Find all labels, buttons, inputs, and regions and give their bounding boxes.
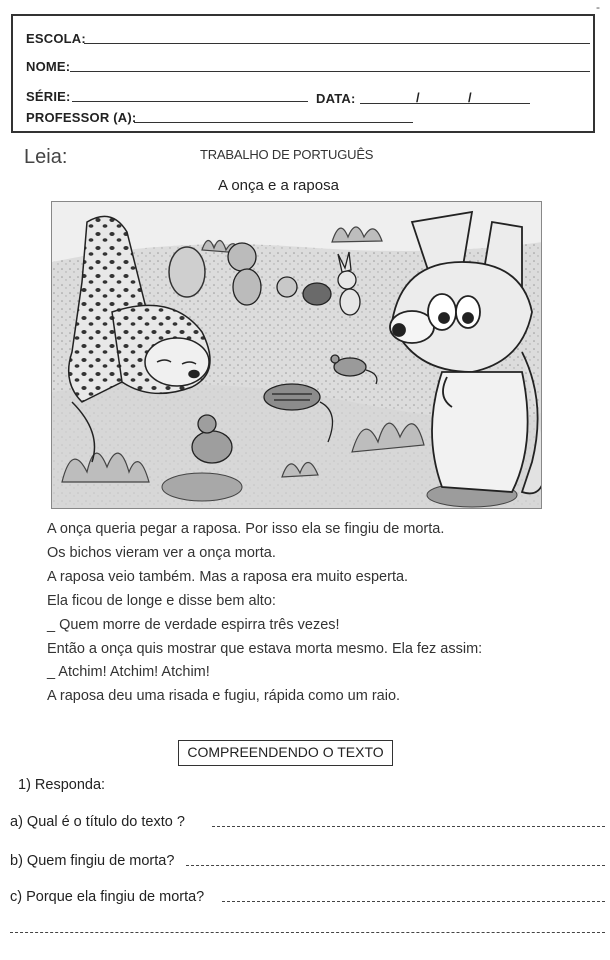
corner-mark: - bbox=[596, 0, 600, 14]
nome-label: NOME: bbox=[26, 59, 71, 74]
document-heading: TRABALHO DE PORTUGUÊS bbox=[200, 147, 374, 162]
professor-label: PROFESSOR (A): bbox=[26, 110, 137, 125]
answer-line-b[interactable] bbox=[186, 865, 605, 866]
story-text bbox=[47, 518, 567, 709]
story-line: A raposa veio também. Mas a raposa era muito esperta. bbox=[47, 568, 409, 585]
date-separator-2: / bbox=[468, 90, 472, 105]
answer-line-a[interactable] bbox=[212, 826, 605, 827]
illustration-drawing bbox=[52, 202, 542, 509]
story-line: _ Atchim! Atchim! Atchim! bbox=[47, 664, 210, 681]
story-line: Os bichos vieram ver a onça morta. bbox=[47, 544, 276, 561]
instruction: 1) Responda: bbox=[18, 777, 106, 793]
story-line: A raposa deu uma risada e fugiu, rápida como um raio. bbox=[47, 688, 401, 705]
answer-line-c-extra[interactable] bbox=[10, 932, 605, 933]
serie-field[interactable] bbox=[72, 101, 308, 102]
answer-line-c[interactable] bbox=[222, 901, 605, 902]
story-title: A onça e a raposa bbox=[218, 177, 339, 194]
question-b: b) Quem fingiu de morta? bbox=[10, 853, 175, 869]
question-c: c) Porque ela fingiu de morta? bbox=[10, 889, 205, 905]
story-line: Ela ficou de longe e disse bem alto: bbox=[47, 592, 276, 609]
date-field[interactable] bbox=[360, 103, 530, 104]
data-label: DATA: bbox=[316, 91, 356, 106]
date-separator-1: / bbox=[416, 90, 420, 105]
question-a: a) Qual é o título do texto ? bbox=[10, 814, 185, 830]
leia-label: Leia: bbox=[24, 146, 68, 168]
escola-field[interactable] bbox=[84, 43, 590, 44]
story-line: Então a onça quis mostrar que estava morta mesmo. Ela fez assim: bbox=[47, 640, 483, 657]
professor-field[interactable] bbox=[134, 122, 413, 123]
nome-field[interactable] bbox=[70, 71, 590, 72]
story-line: _ Quem morre de verdade espirra três vezes! bbox=[47, 616, 340, 633]
serie-label: SÉRIE: bbox=[26, 89, 71, 104]
story-line: A onça queria pegar a raposa. Por isso ela se fingiu de morta. bbox=[47, 521, 445, 537]
escola-label: ESCOLA: bbox=[26, 31, 86, 46]
story-illustration bbox=[51, 201, 542, 509]
section-title: COMPREENDENDO O TEXTO bbox=[178, 740, 393, 766]
